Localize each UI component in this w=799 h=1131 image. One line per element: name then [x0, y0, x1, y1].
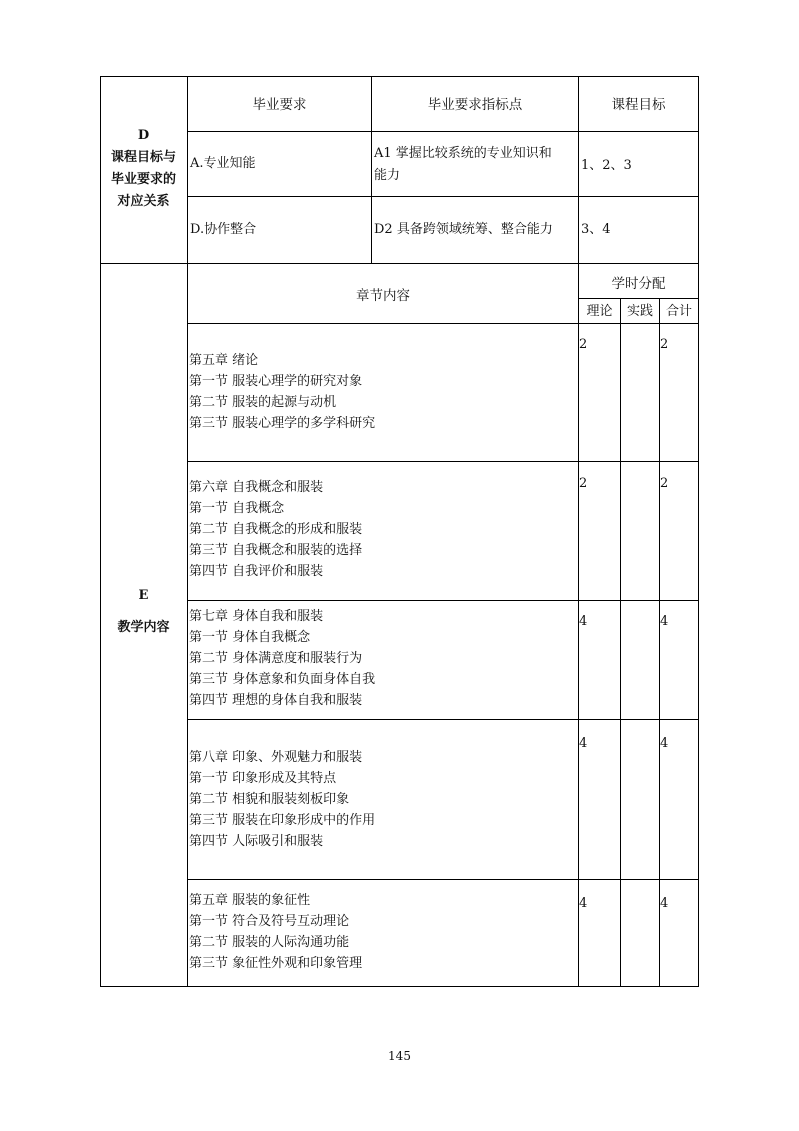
e-hours-subheader-line	[578, 298, 699, 299]
requirement-a: A.专业知能	[190, 156, 256, 171]
chapter-line: 第二节 身体满意度和服装行为	[189, 651, 363, 666]
chapter-line: 第三节 服装在印象形成中的作用	[189, 813, 376, 828]
subheader-theory: 理论	[586, 304, 613, 319]
requirement-d: D.协作整合	[190, 222, 257, 237]
page-number: 145	[388, 1049, 411, 1063]
chapter-line: 第二节 相貌和服装刻板印象	[189, 792, 350, 807]
table-border-bottom	[100, 986, 699, 987]
subheader-total: 合计	[665, 304, 692, 319]
subheader-practice: 实践	[626, 304, 653, 319]
d-row-divider-1	[187, 131, 699, 132]
chapter-line: 第一节 自我概念	[189, 501, 285, 516]
e-col-divider-practice	[620, 298, 621, 987]
e-row-divider-1	[187, 461, 699, 462]
chapter-line: 第五章 绪论	[189, 353, 259, 368]
section-d-label-line-2: 毕业要求的	[110, 172, 176, 187]
chapter-line: 第三节 象征性外观和印象管理	[189, 956, 363, 971]
chapter-line: 第四节 理想的身体自我和服装	[189, 693, 363, 708]
table-border-right	[698, 76, 699, 987]
chapter-line: 第一节 身体自我概念	[189, 630, 311, 645]
hours-total: 2	[660, 476, 669, 491]
e-row-divider-2	[187, 600, 699, 601]
chapter-line: 第一节 印象形成及其特点	[189, 771, 337, 786]
hours-theory: 2	[579, 337, 588, 352]
chapter-line: 第六章 自我概念和服装	[189, 480, 324, 495]
chapter-line: 第四节 人际吸引和服装	[189, 834, 324, 849]
header-hours: 学时分配	[611, 276, 666, 292]
indicator-a1-line-2: 能力	[374, 168, 401, 183]
table-border-left	[100, 76, 101, 987]
indicator-d2: D2 具备跨领域统筹、整合能力	[374, 222, 553, 237]
section-e-label: 教学内容	[117, 620, 170, 635]
d-row-divider-2	[187, 196, 699, 197]
label-column-divider	[187, 76, 188, 987]
chapter-line: 第一节 服装心理学的研究对象	[189, 374, 363, 389]
chapter-line: 第八章 印象、外观魅力和服装	[189, 750, 363, 765]
chapter-line: 第一节 符合及符号互动理论	[189, 914, 350, 929]
indicator-a1-line-1: A1 掌握比较系统的专业知识和	[374, 146, 552, 161]
header-indicator: 毕业要求指标点	[427, 97, 523, 113]
section-separator	[100, 263, 699, 264]
hours-theory: 4	[579, 736, 588, 751]
header-course-goal: 课程目标	[611, 97, 666, 113]
goal-a: 1、2、3	[581, 158, 632, 173]
chapter-line: 第二节 服装的人际沟通功能	[189, 935, 350, 950]
hours-total: 4	[660, 896, 669, 911]
chapter-line: 第三节 自我概念和服装的选择	[189, 543, 363, 558]
chapter-line: 第二节 服装的起源与动机	[189, 395, 337, 410]
e-row-divider-4	[187, 879, 699, 880]
e-header-bottom	[187, 323, 699, 324]
e-row-divider-3	[187, 719, 699, 720]
hours-total: 4	[660, 614, 669, 629]
chapter-line: 第三节 服装心理学的多学科研究	[189, 416, 376, 431]
chapter-line: 第五章 服装的象征性	[189, 893, 311, 908]
section-e-letter: E	[138, 588, 149, 603]
header-requirement: 毕业要求	[252, 97, 307, 113]
chapter-line: 第七章 身体自我和服装	[189, 609, 324, 624]
hours-theory: 4	[579, 614, 588, 629]
chapter-line: 第二节 自我概念的形成和服装	[189, 522, 363, 537]
e-col-divider-total	[659, 298, 660, 987]
section-d-letter: D	[137, 128, 150, 143]
section-d-label-line-1: 课程目标与	[110, 150, 176, 165]
table-border-top	[100, 76, 699, 77]
hours-theory: 2	[579, 476, 588, 491]
section-d-label-line-3: 对应关系	[117, 194, 170, 209]
chapter-line: 第三节 身体意象和负面身体自我	[189, 672, 376, 687]
goal-d: 3、4	[581, 222, 611, 237]
chapter-line: 第四节 自我评价和服装	[189, 564, 324, 579]
hours-total: 4	[660, 736, 669, 751]
header-chapter-content: 章节内容	[356, 288, 410, 304]
hours-total: 2	[660, 337, 669, 352]
hours-theory: 4	[579, 896, 588, 911]
